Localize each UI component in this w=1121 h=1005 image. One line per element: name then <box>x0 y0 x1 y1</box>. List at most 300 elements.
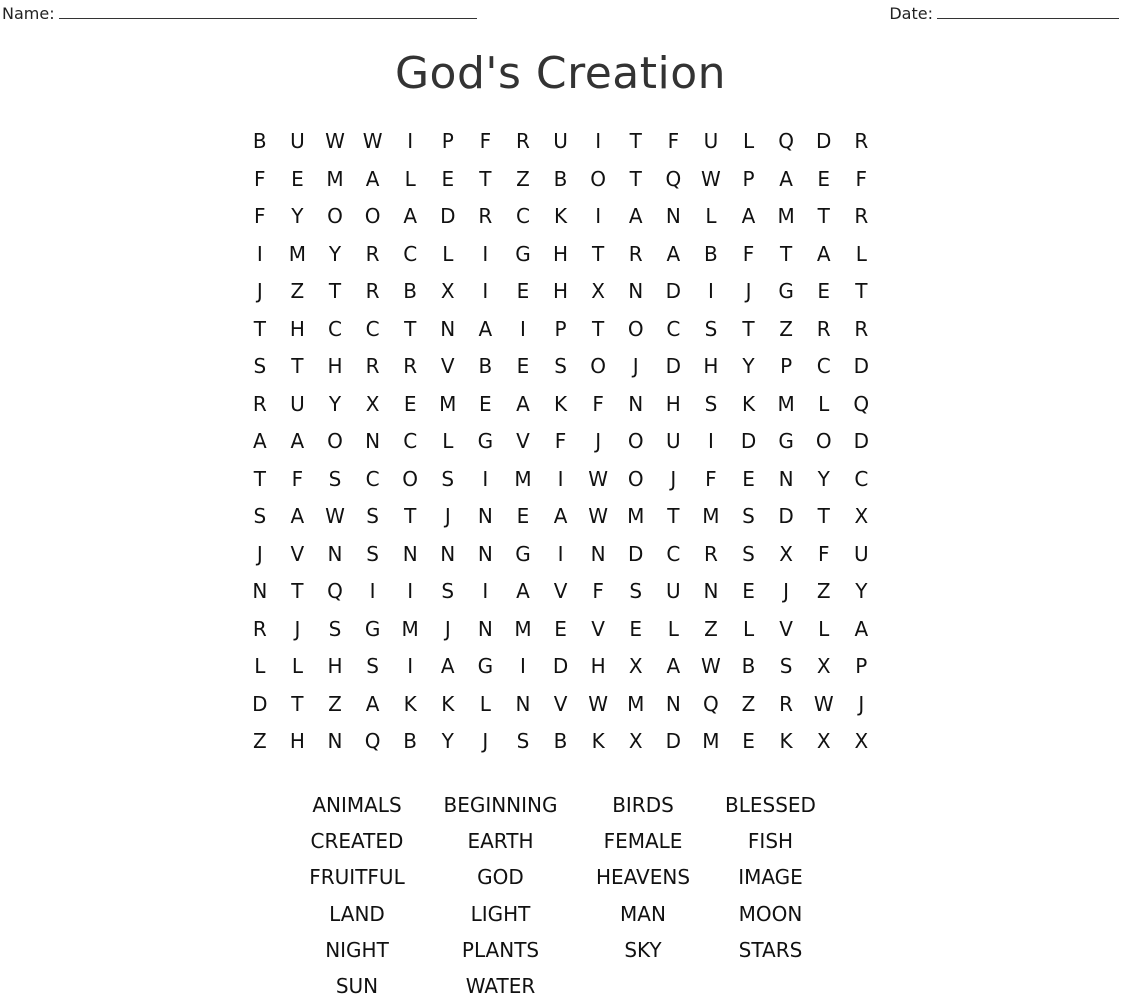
grid-letter: J <box>858 691 865 716</box>
grid-letter: T <box>404 316 417 341</box>
grid-letter: A <box>478 316 493 341</box>
grid-letter: C <box>365 466 380 491</box>
grid-letter: Q <box>327 579 343 603</box>
grid-letter: K <box>441 691 455 716</box>
grid-letter: Z <box>328 691 342 716</box>
grid-letter: O <box>590 354 607 378</box>
grid-letter: Z <box>779 316 793 341</box>
grid-letter: U <box>703 129 719 153</box>
word-list-item: CREATED <box>310 829 404 854</box>
grid-letter: H <box>327 354 343 378</box>
word-list-item: MAN <box>620 901 666 926</box>
grid-letter: L <box>291 654 303 678</box>
grid-letter: G <box>477 654 494 678</box>
grid-letter: G <box>778 429 794 453</box>
grid-letter: U <box>553 129 568 153</box>
grid-letter: T <box>817 504 830 528</box>
grid-letter: M <box>702 504 720 528</box>
grid-letter: W <box>701 654 721 678</box>
grid-letter: D <box>853 354 869 378</box>
grid-letter: R <box>703 541 718 566</box>
grid-letter: A <box>779 166 793 191</box>
word-list-item: LAND <box>329 901 385 926</box>
grid-letter: T <box>742 316 755 341</box>
grid-letter: H <box>289 316 305 341</box>
word-list-item: FISH <box>747 829 794 854</box>
grid-letter: I <box>595 129 602 153</box>
grid-letter: H <box>590 654 606 678</box>
grid-letter: J <box>670 466 677 491</box>
grid-letter: Y <box>742 354 755 378</box>
grid-letter: L <box>479 691 491 716</box>
grid-letter: N <box>515 691 531 716</box>
grid-letter: T <box>404 504 417 528</box>
grid-letter: A <box>365 166 380 191</box>
grid-letter: L <box>705 204 717 228</box>
grid-letter: V <box>779 616 793 641</box>
grid-letter: E <box>516 504 530 528</box>
grid-letter: L <box>742 129 755 153</box>
grid-letter: N <box>703 579 719 603</box>
grid-letter: M <box>288 241 307 266</box>
grid-letter: E <box>742 466 755 491</box>
grid-letter: Y <box>328 241 342 266</box>
grid-letter: A <box>516 579 530 603</box>
grid-letter: H <box>703 354 719 378</box>
grid-letter: R <box>854 204 869 228</box>
grid-letter: E <box>554 616 567 641</box>
grid-letter: P <box>441 129 454 153</box>
grid-letter: I <box>707 429 714 453</box>
grid-letter: U <box>853 541 869 566</box>
grid-letter: G <box>515 541 531 566</box>
grid-letter: I <box>482 241 489 266</box>
grid-letter: Y <box>291 204 304 228</box>
grid-letter: I <box>407 129 414 153</box>
grid-letter: I <box>256 241 263 266</box>
grid-letter: M <box>401 616 419 641</box>
grid-letter: L <box>855 241 867 266</box>
grid-letter: R <box>516 129 530 153</box>
name-line <box>59 6 477 19</box>
grid-letter: N <box>252 579 268 603</box>
grid-letter: D <box>740 429 757 453</box>
grid-letter: V <box>591 616 605 641</box>
grid-letter: C <box>666 316 681 341</box>
grid-letter: M <box>326 166 344 191</box>
grid-letter: J <box>256 279 263 303</box>
grid-letter: W <box>588 691 609 716</box>
grid-letter: V <box>440 354 455 378</box>
word-list-item: FEMALE <box>603 829 683 854</box>
grid-letter: D <box>440 204 456 228</box>
grid-letter: I <box>520 316 526 341</box>
word-list-item: ANIMALS <box>312 793 402 817</box>
grid-letter: F <box>742 241 755 266</box>
grid-letter: L <box>667 616 679 641</box>
grid-letter: F <box>291 466 304 491</box>
grid-letter: B <box>403 729 418 753</box>
grid-letter: E <box>516 279 530 303</box>
grid-letter: T <box>253 316 266 341</box>
grid-letter: N <box>628 391 644 416</box>
grid-letter: I <box>557 541 564 566</box>
grid-letter: K <box>741 391 756 416</box>
grid-letter: A <box>440 654 455 678</box>
grid-letter: N <box>778 466 794 491</box>
grid-letter: C <box>365 316 380 341</box>
grid-letter: W <box>588 504 609 528</box>
word-list-item: IMAGE <box>738 865 803 890</box>
grid-letter: N <box>365 429 381 453</box>
grid-letter: X <box>854 729 869 753</box>
grid-letter: P <box>855 654 868 678</box>
grid-letter: Z <box>516 166 530 191</box>
grid-letter: X <box>440 279 455 303</box>
word-list-item: SUN <box>335 973 379 998</box>
word-list-item: FRUITFUL <box>309 865 405 890</box>
grid-letter: X <box>591 279 605 303</box>
grid-letter: N <box>402 541 418 566</box>
grid-letter: T <box>629 129 642 153</box>
grid-letter: X <box>365 391 380 416</box>
grid-letter: X <box>779 541 793 566</box>
grid-letter: R <box>854 129 869 153</box>
grid-letter: W <box>325 129 345 153</box>
grid-letter: D <box>252 691 268 716</box>
grid-letter: M <box>627 504 645 528</box>
word-list-item: PLANTS <box>461 937 540 962</box>
grid-letter: R <box>252 616 267 641</box>
grid-letter: K <box>553 204 568 228</box>
grid-letter: M <box>514 466 532 491</box>
grid-letter: Y <box>855 579 868 603</box>
grid-letter: R <box>365 279 380 303</box>
grid-letter: K <box>553 391 568 416</box>
grid-letter: E <box>479 391 492 416</box>
grid-letter: A <box>290 504 305 528</box>
grid-letter: F <box>817 541 830 566</box>
grid-letter: Y <box>441 729 454 753</box>
grid-letter: B <box>741 654 756 678</box>
grid-letter: C <box>816 354 831 378</box>
grid-letter: D <box>816 129 832 153</box>
grid-letter: R <box>365 241 380 266</box>
letter-grid <box>241 123 880 761</box>
grid-letter: F <box>479 129 492 153</box>
grid-letter: R <box>816 316 831 341</box>
grid-letter: Z <box>290 279 305 303</box>
grid-letter: I <box>595 204 602 228</box>
grid-letter: J <box>294 616 301 641</box>
grid-letter: S <box>328 466 342 491</box>
grid-letter: Y <box>817 466 830 491</box>
grid-letter: I <box>482 466 489 491</box>
grid-letter: W <box>813 691 834 716</box>
grid-letter: L <box>404 166 416 191</box>
grid-letter: X <box>628 654 643 678</box>
grid-letter: Q <box>853 391 870 416</box>
grid-letter: N <box>440 316 456 341</box>
grid-letter: L <box>818 391 830 416</box>
name-field <box>2 4 477 23</box>
grid-letter: D <box>778 504 794 528</box>
grid-letter: Q <box>665 166 682 191</box>
grid-letter: Z <box>816 579 831 603</box>
grid-letter: N <box>628 279 644 303</box>
grid-letter: V <box>516 429 530 453</box>
grid-letter: S <box>253 354 267 378</box>
grid-letter: T <box>667 504 680 528</box>
grid-letter: B <box>704 241 718 266</box>
grid-letter: S <box>441 579 455 603</box>
grid-letter: D <box>665 729 682 753</box>
grid-letter: I <box>482 579 489 603</box>
grid-letter: T <box>291 579 304 603</box>
word-list-item: LIGHT <box>470 901 531 926</box>
grid-letter: S <box>328 616 342 641</box>
grid-letter: F <box>592 391 604 416</box>
grid-letter: R <box>779 691 794 716</box>
grid-letter: S <box>253 504 267 528</box>
grid-letter: R <box>478 204 493 228</box>
grid-letter: L <box>442 429 454 453</box>
grid-letter: S <box>366 654 379 678</box>
grid-letter: L <box>254 654 266 678</box>
grid-letter: S <box>742 541 755 566</box>
grid-letter: U <box>666 579 681 603</box>
grid-letter: X <box>816 654 831 678</box>
grid-letter: J <box>632 354 639 378</box>
grid-letter: U <box>290 391 305 416</box>
grid-letter: R <box>365 354 380 378</box>
grid-letter: T <box>592 316 605 341</box>
grid-letter: A <box>403 204 418 228</box>
grid-letter: E <box>742 729 755 753</box>
grid-letter: F <box>554 429 567 453</box>
grid-letter: T <box>328 279 342 303</box>
grid-letter: N <box>665 691 681 716</box>
grid-letter: G <box>515 241 531 266</box>
grid-letter: U <box>290 129 305 153</box>
grid-letter: A <box>516 391 530 416</box>
grid-letter: G <box>477 429 494 453</box>
grid-letter: O <box>627 316 644 341</box>
grid-letter: Y <box>328 391 342 416</box>
grid-letter: S <box>366 504 379 528</box>
grid-letter: S <box>554 354 567 378</box>
grid-letter: C <box>328 316 342 341</box>
grid-letter: Z <box>741 691 756 716</box>
date-line <box>937 6 1119 19</box>
grid-letter: X <box>628 729 643 753</box>
grid-letter: D <box>665 354 682 378</box>
page-title: God's Creation <box>394 48 727 99</box>
grid-letter: I <box>482 279 489 303</box>
grid-letter: C <box>403 241 418 266</box>
grid-letter: T <box>780 241 793 266</box>
grid-letter: J <box>444 616 451 641</box>
grid-letter: O <box>590 166 607 191</box>
grid-letter: F <box>254 166 266 191</box>
word-list-item: MOON <box>738 901 803 926</box>
grid-letter: K <box>779 729 793 753</box>
grid-letter: E <box>516 354 530 378</box>
grid-letter: A <box>816 241 831 266</box>
grid-letter: T <box>291 354 304 378</box>
grid-letter: B <box>252 129 267 153</box>
grid-letter: R <box>403 354 418 378</box>
grid-letter: R <box>628 241 643 266</box>
grid-letter: J <box>482 729 489 753</box>
grid-letter: J <box>783 579 790 603</box>
grid-letter: M <box>627 691 645 716</box>
grid-letter: V <box>553 579 568 603</box>
grid-letter: O <box>627 429 644 453</box>
grid-letter: U <box>666 429 681 453</box>
word-list <box>286 787 828 1004</box>
word-list-item: EARTH <box>467 829 534 854</box>
grid-letter: B <box>403 279 418 303</box>
grid-letter: P <box>780 354 793 378</box>
grid-letter: H <box>289 729 305 753</box>
grid-letter: D <box>665 279 682 303</box>
grid-letter: A <box>628 204 643 228</box>
grid-letter: F <box>667 129 680 153</box>
grid-letter: J <box>745 279 752 303</box>
grid-letter: V <box>553 691 568 716</box>
grid-letter: A <box>290 429 305 453</box>
grid-letter: Q <box>778 129 794 153</box>
grid-letter: R <box>854 316 869 341</box>
grid-letter: H <box>553 279 569 303</box>
grid-letter: I <box>520 654 526 678</box>
grid-letter: D <box>552 654 569 678</box>
grid-letter: A <box>252 429 267 453</box>
grid-letter: C <box>403 429 418 453</box>
grid-letter: V <box>290 541 305 566</box>
grid-letter: M <box>514 616 532 641</box>
grid-letter: N <box>477 616 493 641</box>
grid-letter: M <box>777 204 795 228</box>
grid-letter: O <box>364 204 381 228</box>
grid-letter: A <box>741 204 756 228</box>
grid-letter: L <box>442 241 454 266</box>
grid-letter: K <box>591 729 605 753</box>
grid-letter: S <box>742 504 755 528</box>
word-list-item: SKY <box>624 937 662 962</box>
grid-letter: T <box>629 166 642 191</box>
date-label: Date: <box>889 4 933 23</box>
grid-letter: H <box>327 654 343 678</box>
grid-letter: O <box>402 466 419 491</box>
grid-letter: A <box>666 241 681 266</box>
grid-letter: A <box>666 654 681 678</box>
grid-letter: S <box>779 654 793 678</box>
grid-letter: S <box>629 579 643 603</box>
grid-letter: T <box>253 466 266 491</box>
grid-letter: S <box>704 391 718 416</box>
word-list-item: HEAVENS <box>595 865 691 890</box>
grid-letter: E <box>629 616 643 641</box>
grid-letter: A <box>854 616 869 641</box>
grid-letter: N <box>477 504 493 528</box>
grid-letter: Z <box>252 729 267 753</box>
grid-letter: H <box>553 241 569 266</box>
grid-letter: T <box>817 204 830 228</box>
grid-letter: J <box>444 504 451 528</box>
grid-letter: S <box>441 466 455 491</box>
grid-letter: E <box>403 391 417 416</box>
grid-letter: J <box>595 429 602 453</box>
grid-letter: O <box>815 429 832 453</box>
grid-letter: F <box>855 166 868 191</box>
grid-letter: N <box>327 729 343 753</box>
grid-letter: J <box>256 541 263 566</box>
grid-letter: N <box>477 541 493 566</box>
grid-letter: A <box>553 504 568 528</box>
grid-letter: O <box>327 204 343 228</box>
name-label: Name: <box>2 4 55 23</box>
grid-letter: W <box>362 129 383 153</box>
word-list-item: BEGINNING <box>443 793 558 817</box>
grid-letter: B <box>478 354 493 378</box>
date-field <box>889 4 1119 23</box>
grid-letter: G <box>778 279 794 303</box>
grid-letter: W <box>701 166 721 191</box>
grid-letter: R <box>252 391 267 416</box>
grid-letter: A <box>365 691 380 716</box>
grid-letter: E <box>291 166 304 191</box>
grid-letter: L <box>818 616 830 641</box>
word-list-item: BLESSED <box>725 793 816 817</box>
grid-letter: D <box>853 429 869 453</box>
grid-letter: S <box>366 541 379 566</box>
grid-letter: S <box>704 316 718 341</box>
grid-letter: F <box>254 204 266 228</box>
grid-letter: G <box>364 616 381 641</box>
grid-letter: T <box>855 279 868 303</box>
grid-letter: N <box>590 541 606 566</box>
grid-letter: I <box>407 654 414 678</box>
grid-letter: O <box>627 466 644 491</box>
grid-letter: P <box>742 166 755 191</box>
word-list-item: NIGHT <box>325 937 389 962</box>
grid-letter: B <box>553 166 568 191</box>
grid-letter: B <box>553 729 568 753</box>
grid-letter: X <box>854 504 869 528</box>
grid-letter: F <box>705 466 717 491</box>
word-list-item: GOD <box>477 865 524 890</box>
grid-letter: L <box>742 616 755 641</box>
word-list-item: BIRDS <box>612 793 674 817</box>
grid-letter: E <box>742 579 755 603</box>
grid-letter: P <box>554 316 567 341</box>
grid-letter: M <box>777 391 795 416</box>
grid-letter: C <box>666 541 681 566</box>
grid-letter: T <box>592 241 605 266</box>
grid-letter: N <box>327 541 343 566</box>
grid-letter: N <box>440 541 456 566</box>
grid-letter: D <box>628 541 644 566</box>
word-list-item: WATER <box>465 973 536 998</box>
grid-letter: E <box>817 166 831 191</box>
grid-letter: T <box>291 691 304 716</box>
grid-letter: Z <box>704 616 718 641</box>
grid-letter: O <box>327 429 343 453</box>
word-list-item: STARS <box>738 937 803 962</box>
grid-letter: M <box>702 729 720 753</box>
